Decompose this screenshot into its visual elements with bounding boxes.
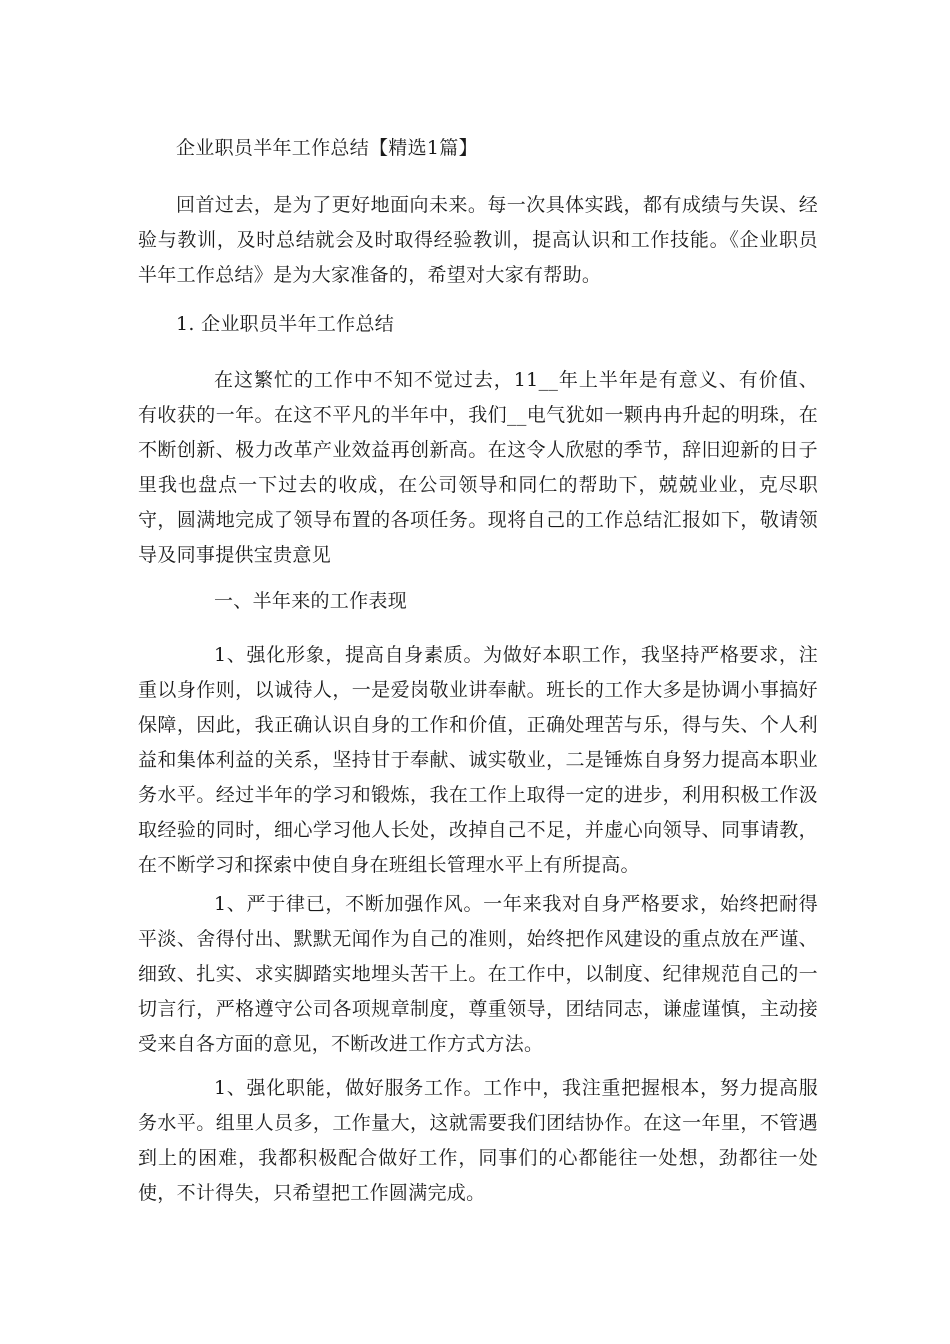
subheading: 一、半年来的工作表现 bbox=[214, 590, 408, 612]
section-heading: 1. 企业职员半年工作总结 bbox=[176, 313, 395, 335]
point-paragraph-2: 1、严于律已，不断加强作风。一年来我对自身严格要求，始终把耐得平淡、舍得付出、默默无闻作为自己的准则，始终把作风建设的重点放在严谨、细致、扎实、求实脚踏实地埋头苦干上。在工作中，以制度、纪律规范自己的一切言行，严格遵守公司各项规章制度，尊重领导，团结同志，谦虚谨慎，主动接受来自各方面的意见，不断改进工作方式方法。 bbox=[138, 893, 818, 1055]
document-title: 企业职员半年工作总结【精选1篇】 bbox=[176, 137, 478, 159]
point-paragraph-1: 1、强化形象，提高自身素质。为做好本职工作，我坚持严格要求，注重以身作则，以诚待人，一是爱岗敬业讲奉献。班长的工作大多是协调小事搞好保障，因此，我正确认识自身的工作和价值，正确处理苦与乐，得与失、个人利益和集体利益的关系，坚持甘于奉献、诚实敬业，二是锤炼自身努力提高本职业务水平。经过半年的学习和锻炼，我在工作上取得一定的进步，利用积极工作汲取经验的同时，细心学习他人长处，改掉自己不足，并虚心向领导、同事请教，在不断学习和探索中使自身在班组长管理水平上有所提高。 bbox=[138, 644, 818, 876]
point-paragraph-3: 1、强化职能，做好服务工作。工作中，我注重把握根本，努力提高服务水平。组里人员多，工作量大，这就需要我们团结协作。在这一年里，不管遇到上的困难，我都积极配合做好工作，同事们的心都能往一处想，劲都往一处使，不计得失，只希望把工作圆满完成。 bbox=[138, 1077, 818, 1204]
intro-paragraph: 回首过去，是为了更好地面向未来。每一次具体实践，都有成绩与失误、经验与教训，及时总结就会及时取得经验教训，提高认识和工作技能。《企业职员半年工作总结》是为大家准备的，希望对大家有帮助。 bbox=[138, 194, 818, 286]
opening-paragraph: 在这繁忙的工作中不知不觉过去，11__年上半年是有意义、有价值、有收获的一年。在这不平凡的半年中，我们__电气犹如一颗冉冉升起的明珠，在不断创新、极力改革产业效益再创新高。在这令人欣慰的季节，辞旧迎新的日子里我也盘点一下过去的收成，在公司领导和同仁的帮助下，兢兢业业，克尽职守，圆满地完成了领导布置的各项任务。现将自己的工作总结汇报如下，敬请领导及同事提供宝贵意见 bbox=[138, 369, 818, 566]
